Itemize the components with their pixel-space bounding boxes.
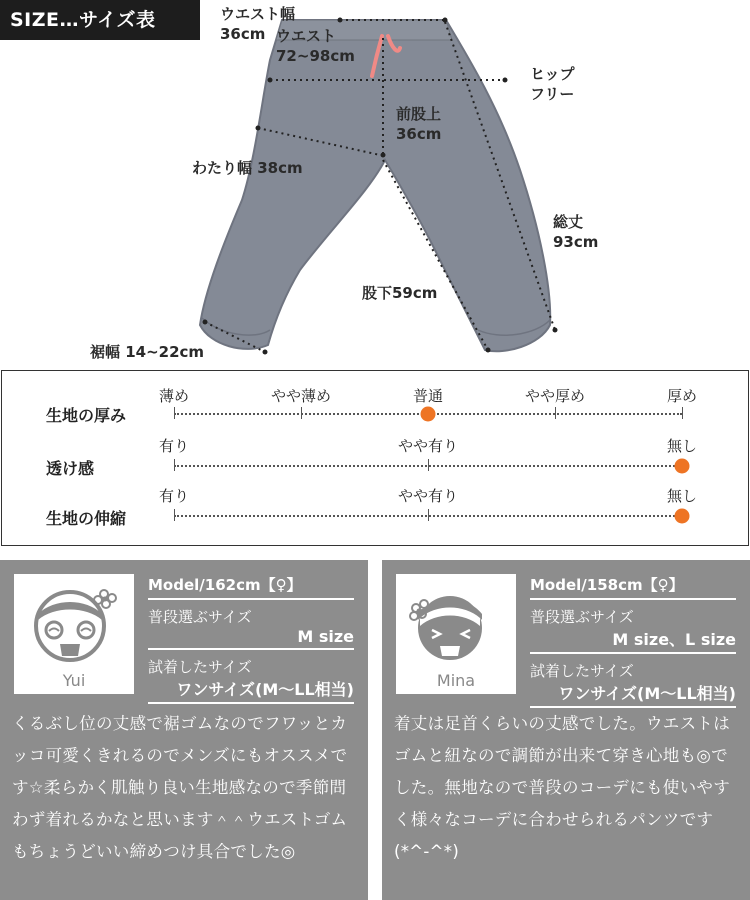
hem-width-label: 裾幅 14~22cm (90, 343, 205, 361)
scale-tick (174, 459, 175, 471)
tick-label: 無し (666, 487, 698, 505)
tick-label: 無し (666, 437, 698, 455)
size-chart-tag: SIZE…サイズ表 (0, 0, 200, 40)
tried-size-label: 試着したサイズ (148, 658, 252, 676)
usual-size-label: 普段選ぶサイズ (530, 608, 634, 626)
scale-tick (174, 407, 175, 419)
tried-size-label: 試着したサイズ (530, 662, 634, 680)
model-comment: くるぶし位の丈感で裾ゴムなのでフワッとカッコ可愛くきれるのでメンズにもオススメです☆柔らかく肌触り良い生地感なので季節問わず着れるかなと思います＾＾ウエストゴムもちょうどいい締めつけ具合でした◎ (12, 714, 348, 861)
yui-face-icon (14, 574, 134, 674)
model-info (148, 574, 354, 710)
tried-size-value: ワンサイズ(M〜LL相当) (148, 677, 354, 704)
model-card-yui (0, 560, 368, 900)
tick-label: 有り (158, 487, 190, 505)
pants-illustration (0, 0, 750, 362)
avatar (14, 574, 134, 694)
tick-label: やや薄め (270, 387, 332, 405)
scale-tick (428, 459, 429, 471)
stretch-label: 生地の伸縮 (46, 509, 127, 528)
fabric-chart (1, 370, 749, 546)
waist-width-label: ウエスト幅 36cm (220, 5, 296, 43)
scale-tick (555, 407, 556, 419)
mina-face-icon (396, 574, 516, 674)
scale-tick (174, 509, 175, 521)
usual-size-value: M size (148, 627, 354, 650)
thickness-label: 生地の厚み (46, 406, 127, 425)
model-card-mina (382, 560, 750, 900)
model-info (530, 574, 736, 714)
model-comment: 着丈は足首くらいの丈感でした。ウエストはゴムと紐なので調節が出来て穿き心地も◎でした。無地なので普段のコーデにも使いやすく様々なコーデに合わせられるパンツです(*^-^*) (394, 714, 730, 861)
scale-tick (301, 407, 302, 419)
thickness-marker (421, 407, 436, 422)
tick-label: 普通 (412, 387, 444, 405)
tick-label: やや有り (397, 437, 459, 455)
waist-label: ウエスト 72~98cm (276, 27, 355, 65)
scale-tick (428, 509, 429, 521)
total-length-label: 総丈 93cm (553, 213, 599, 251)
model-height: Model/158cm【♀】 (530, 574, 736, 600)
hip-label: ヒップ フリー (530, 65, 575, 103)
tick-label: 厚め (666, 387, 698, 405)
transparency-label: 透け感 (46, 459, 95, 478)
model-height: Model/162cm【♀】 (148, 574, 354, 600)
transparency-marker (675, 459, 690, 474)
model-name: Mina (436, 671, 476, 690)
avatar (396, 574, 516, 694)
tried-size-value: ワンサイズ(M〜LL相当) (530, 681, 736, 708)
stretch-marker (675, 509, 690, 524)
usual-size-value: M size、L size (530, 627, 736, 654)
inseam-label: 股下59cm (362, 284, 438, 302)
model-name: Yui (62, 671, 86, 690)
usual-size-label: 普段選ぶサイズ (148, 608, 252, 626)
tick-label: 薄め (158, 387, 190, 405)
front-rise-label: 前股上 36cm (396, 105, 442, 143)
tick-label: 有り (158, 437, 190, 455)
tick-label: やや厚め (524, 387, 586, 405)
size-section (0, 0, 750, 362)
tick-label: やや有り (397, 487, 459, 505)
thigh-width-label: わたり幅 38cm (192, 159, 303, 177)
scale-tick (682, 407, 683, 419)
